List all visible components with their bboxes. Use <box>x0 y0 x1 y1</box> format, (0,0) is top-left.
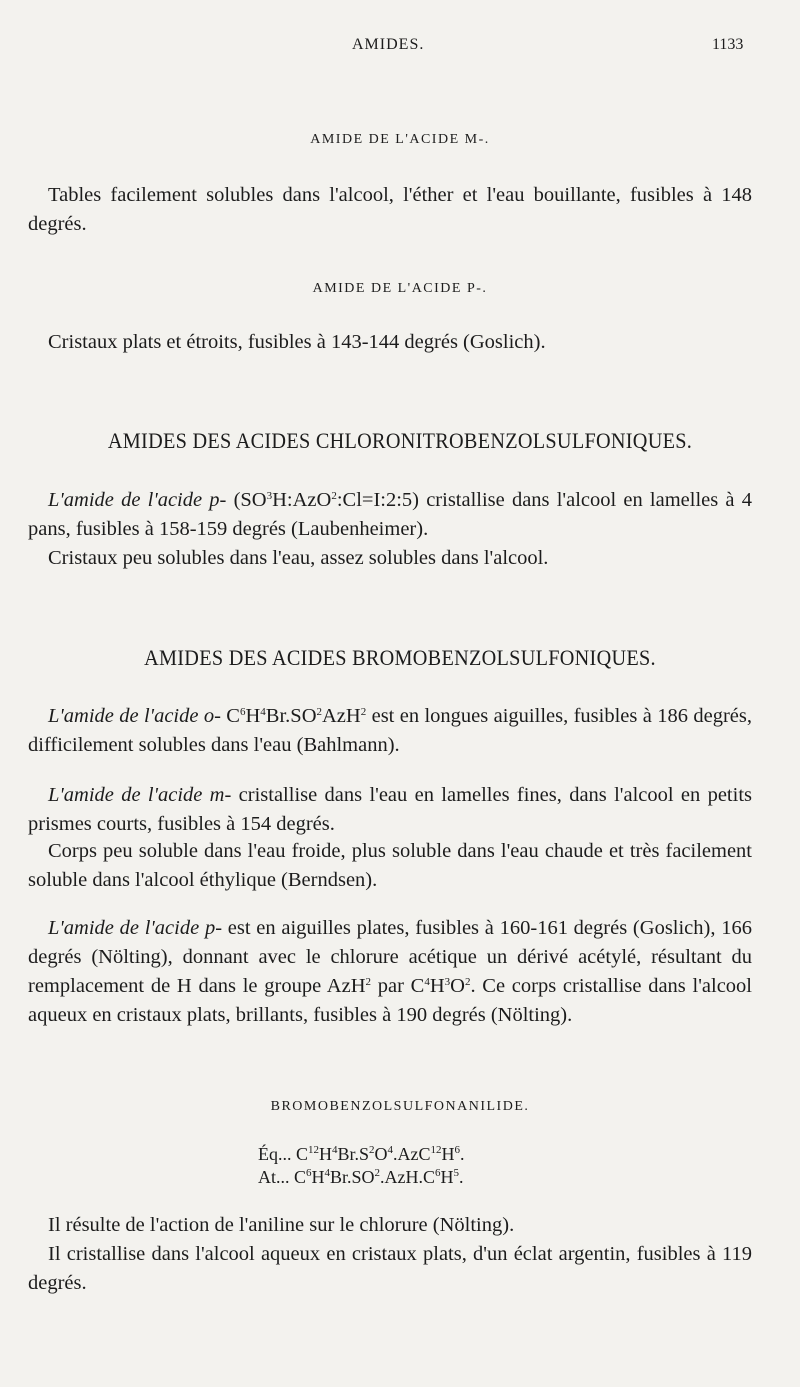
amide-name: L'amide de l'acide p- <box>48 489 227 511</box>
paragraph-anilide-origin: Il résulte de l'action de l'aniline sur le chlorure (Nölting). <box>48 1214 515 1236</box>
paragraph-bromo-m: L'amide de l'acide m- cristallise dans l'eau en lamelles fines, dans l'alcool en petits prismes courts, fusibles à 154 degrés. <box>28 784 753 835</box>
page-header <box>0 36 800 60</box>
section-heading-chloronitro: AMIDES DES ACIDES CHLORONITROBENZOLSULFONIQUES. <box>107 428 693 453</box>
paragraph-bromo-o: L'amide de l'acide o- $C^6H^4Br.SO^2AzH^2$ est en longues aiguilles, fusibles à 186 degrés, difficilement solubles dans l'eau (Bahlmann). <box>28 705 752 756</box>
running-title: AMIDES. <box>352 36 425 53</box>
section-heading-amide-p: AMIDE DE L'ACIDE P-. <box>312 281 488 296</box>
paragraph-bromo-p: L'amide de l'acide p- est en aiguilles plates, fusibles à 160-161 degrés (Goslich), 166 degrés (Nölting), donnant avec le chlorure acétique un dérivé acétylé, résultant du remplacement de H dans le groupe AzH$^2$ par $C^4H^3O^2$. Ce corps cristallise dans l'alcool aqueux en cristaux plats, brillants, fusibles à 190 degrés (Nölting). <box>28 917 752 1026</box>
amide-name: L'amide de l'acide o- <box>48 705 221 727</box>
page-number: 1133 <box>712 36 744 53</box>
formula-equivalent: Éq... $C^{12}H^4Br.S^2O^4.AzC^{12}H^6$. <box>258 1144 465 1164</box>
section-heading-anilide: BROMOBENZOLSULFONANILIDE. <box>270 1099 530 1114</box>
formula-atomic: At... $C^6H^4Br.SO^2.AzH.C^6H^5$. <box>258 1167 464 1187</box>
paragraph-amide-p: Cristaux plats et étroits, fusibles à 143-144 degrés (Goslich). <box>48 331 546 353</box>
paragraph-amide-m: Tables facilement solubles dans l'alcool, l'éther et l'eau bouillante, fusibles à 148 degrés. <box>28 184 752 235</box>
section-heading-amide-m: AMIDE DE L'ACIDE M-. <box>310 132 490 147</box>
paragraph-bromo-m-solubility: Corps peu soluble dans l'eau froide, plus soluble dans l'eau chaude et très facilement soluble dans l'alcool éthylique (Berndsen). <box>28 840 752 891</box>
paragraph-chloronitro-p: L'amide de l'acide p- $(SO^3H:AzO^2:Cl=I:2:5)$ cristallise dans l'alcool en lamelles à 4 pans, fusibles à 158-159 degrés (Laubenheimer). <box>28 489 752 540</box>
amide-name: L'amide de l'acide p- <box>48 917 223 939</box>
paragraph-chloronitro-solubility: Cristaux peu solubles dans l'eau, assez solubles dans l'alcool. <box>48 547 549 569</box>
paragraph-anilide-crystals: Il cristallise dans l'alcool aqueux en cristaux plats, d'un éclat argentin, fusibles à 119 degrés. <box>28 1243 752 1294</box>
section-heading-bromo: AMIDES DES ACIDES BROMOBENZOLSULFONIQUES. <box>144 645 656 670</box>
amide-name: L'amide de l'acide m- <box>48 784 232 806</box>
